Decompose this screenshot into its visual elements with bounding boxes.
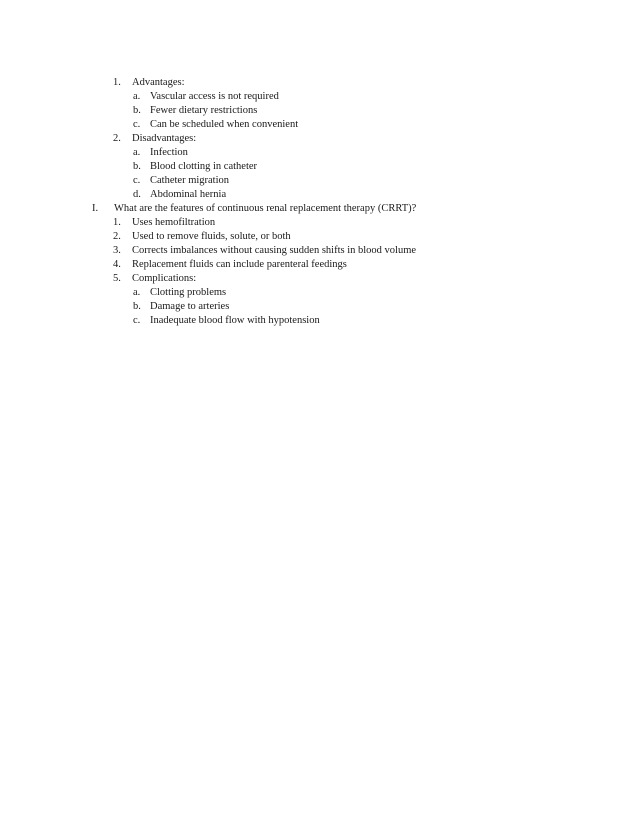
list-item-text: Damage to arteries [150,301,230,312]
list-item-text: Vascular access is not required [150,91,279,102]
list-marker: d. [133,189,141,200]
list-marker: a. [133,287,141,298]
list-item-text: Uses hemofiltration [132,217,216,228]
list-marker: 5. [113,273,121,284]
list-item-text: Catheter migration [150,175,230,186]
list-marker: 2. [113,231,121,242]
disadvantages-label: Disadvantages: [132,133,197,144]
list-marker: c. [133,119,141,130]
list-item-text: Can be scheduled when convenient [150,119,299,130]
list-marker: 2. [113,133,121,144]
list-item-text: Abdominal hernia [150,189,227,200]
list-marker: b. [133,105,141,116]
list-item-text: Clotting problems [150,287,227,298]
advantages-label: Advantages: [132,77,185,88]
list-item-text: Complications: [132,273,197,284]
list-marker: 4. [113,259,121,270]
list-marker: b. [133,301,141,312]
list-item-text: Replacement fluids can include parenteral feedings [132,259,347,270]
list-item-text: Used to remove fluids, solute, or both [132,231,291,242]
list-marker: I. [92,203,99,214]
list-marker: 1. [113,217,121,228]
list-marker: b. [133,161,141,172]
list-item-text: Infection [150,147,188,158]
list-item-text: Inadequate blood flow with hypotension [150,315,320,326]
list-marker: c. [133,175,141,186]
list-marker: a. [133,91,141,102]
list-marker: 3. [113,245,121,256]
list-marker: a. [133,147,141,158]
question-text: What are the features of continuous renal replacement therapy (CRRT)? [114,203,417,214]
list-item-text: Fewer dietary restrictions [150,105,258,116]
list-item-text: Corrects imbalances without causing sudden shifts in blood volume [132,245,417,256]
list-marker: c. [133,315,141,326]
list-marker: 1. [113,77,121,88]
list-item-text: Blood clotting in catheter [150,161,258,172]
